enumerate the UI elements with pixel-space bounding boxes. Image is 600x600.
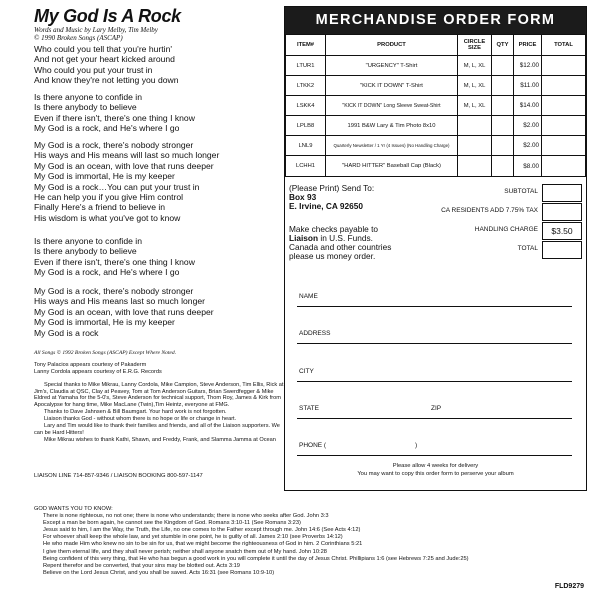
item-number: LTUR1	[286, 56, 326, 76]
name-field[interactable]	[297, 306, 572, 307]
payment-line: please us money order.	[289, 251, 376, 261]
payment-currency: in U.S. Funds.	[318, 233, 373, 243]
lyric-line: Even if there isn't, there's one thing I know	[34, 256, 195, 267]
state-label: STATE	[299, 405, 319, 412]
lyric-line: My God is a rock	[34, 327, 99, 338]
lyrics-verse-2	[34, 140, 219, 223]
send-to-block	[289, 184, 374, 211]
price-cell: $8.00	[514, 156, 542, 176]
size-options	[458, 156, 492, 176]
scripture-item: He who made Him who knew no sin to be sin for us, that we might become the righteousness of God in him. 2 Corinthians 5:21	[43, 541, 363, 548]
thanks-section	[34, 382, 286, 444]
price-cell: $14.00	[514, 96, 542, 116]
subtotal-field[interactable]	[542, 184, 582, 202]
scripture-item: Repent therefor and be converted, that your sins may be blotted out. Acts 3:19	[43, 562, 240, 569]
delivery-notes	[285, 463, 586, 478]
phone-field[interactable]	[297, 455, 572, 456]
phone-area-close: )	[415, 442, 418, 449]
table-row	[286, 56, 586, 76]
size-options	[458, 116, 492, 136]
lyric-line: My God is a rock, and He's where I go	[34, 123, 180, 134]
lyric-line: Even if there isn't, there's one thing I know	[34, 112, 195, 123]
product-name: 1991 B&W Lary & Tim Photo 8x10	[326, 116, 458, 136]
lyric-line: His ways and His means will last so much longer	[34, 150, 220, 161]
price-cell: $11.00	[514, 76, 542, 96]
payee-name: Liaison	[289, 233, 319, 243]
product-name: Quarterly Newsletter / 1 Yr (4 Issues) (No Handling Charge)	[326, 136, 458, 156]
lyrics-verse-1	[34, 44, 178, 86]
payment-instructions	[289, 225, 391, 261]
send-to-line: Box 93	[289, 192, 317, 202]
size-options[interactable]: M, L, XL	[458, 96, 492, 116]
lyric-line: My God is an ocean, with love that runs deeper	[34, 306, 214, 317]
copy-note: You may want to copy this order form to perserve your album	[357, 470, 514, 477]
subtotal-label: SUBTOTAL	[504, 188, 538, 195]
lyric-line: My God is a rock…You can put your trust in	[34, 181, 200, 192]
table-row	[286, 116, 586, 136]
col-header-product: PRODUCT	[326, 35, 458, 56]
songwriter-credit: Words and Music by Lary Melby, Tim Melby	[34, 26, 158, 34]
lyric-line: My God is immortal, He is my keeper	[34, 171, 175, 182]
total-cell[interactable]	[542, 56, 586, 76]
lyric-line: My God is an ocean, with love that runs deeper	[34, 160, 214, 171]
lyric-line: Is there anyone to confide in	[34, 236, 142, 246]
lyric-line: My God is immortal, He is my keeper	[34, 317, 175, 328]
contact-lines: LIAISON LINE 714-857-9346 / LIAISON BOOKING 800-597-1147	[34, 473, 203, 479]
size-options[interactable]: M, L, XL	[458, 56, 492, 76]
catalog-number: FLD9279	[554, 583, 584, 590]
state-zip-field[interactable]	[297, 418, 572, 419]
lyrics-verse-3	[34, 286, 214, 338]
lyric-line: And not get your heart kicked around	[34, 54, 175, 65]
product-name: "HARD HITTER" Baseball Cap (Black)	[326, 156, 458, 176]
qty-cell[interactable]	[492, 156, 514, 176]
lyric-line: My God is a rock, and He's where I go	[34, 267, 180, 278]
god-wants-heading: GOD WANTS YOU TO KNOW:	[34, 506, 113, 512]
total-label: TOTAL	[517, 245, 538, 252]
order-table-header	[286, 35, 586, 56]
table-row	[286, 156, 586, 176]
address-field[interactable]	[297, 343, 572, 344]
address-label: ADDRESS	[299, 330, 331, 337]
appearance-note: Lanny Cordola appears courtesy of E.R.G. Records	[34, 368, 162, 375]
lyric-line: My God is a rock, there's nobody stronger	[34, 140, 194, 150]
appearances	[34, 362, 284, 375]
lyrics-chorus-2	[34, 236, 195, 278]
col-header-circle-size: CIRCLE SIZE	[458, 35, 492, 56]
product-name: "KICK IT DOWN" T-Shirt	[326, 76, 458, 96]
form-title: MERCHANDISE ORDER FORM	[285, 7, 586, 34]
song-copyright: © 1990 Broken Songs (ASCAP)	[34, 34, 123, 42]
item-number: LNL9	[286, 136, 326, 156]
col-header-price: PRICE	[514, 35, 542, 56]
item-number: LCHH1	[286, 156, 326, 176]
payment-line: Canada and other countries	[289, 242, 392, 252]
order-table	[285, 34, 586, 177]
qty-cell[interactable]	[492, 56, 514, 76]
send-to-label: (Please Print) Send To:	[289, 183, 375, 193]
lyrics-chorus-1	[34, 92, 195, 134]
god-wants-section	[34, 506, 579, 577]
thanks-paragraph: Mike Mikrau wishes to thank Kathi, Shawn, and Freddy, Frank, and Slamma Jamma at Ocean	[44, 436, 276, 443]
total-cell[interactable]	[542, 96, 586, 116]
table-row	[286, 96, 586, 116]
handling-label: HANDLING CHARGE	[474, 226, 538, 233]
total-cell[interactable]	[542, 116, 586, 136]
col-header-item: ITEM#	[286, 35, 326, 56]
scripture-item: For whoever shall keep the whole law, and yet stumble in one point, he is guilty of all. James 2:10 (see Proverbs 14:12)	[43, 534, 343, 541]
col-header-total: TOTAL	[542, 35, 586, 56]
lyric-line: His ways and His means last so much longer	[34, 296, 205, 307]
appearance-note: Tony Palacios appears courtesy of Pakaderm	[34, 362, 147, 368]
qty-cell[interactable]	[492, 76, 514, 96]
thanks-paragraph: Liaison thanks God - without whom there is no hope or life or change in heart.	[44, 415, 237, 422]
thanks-paragraph: Lary and Tim would like to thank their families and friends, and all of the Liaison supporters. We can be Hard Hitters!	[34, 423, 280, 436]
qty-cell[interactable]	[492, 96, 514, 116]
size-options[interactable]: M, L, XL	[458, 76, 492, 96]
item-number: LTKK2	[286, 76, 326, 96]
scripture-item: Except a man be born again, he cannot see the Kingdom of God. Romans 3:10-11 (See Romans 3:23)	[43, 520, 301, 527]
zip-label: ZIP	[431, 405, 442, 412]
handling-field: $3.50	[542, 222, 582, 240]
lyric-line: And know they're not letting you down	[34, 75, 179, 86]
city-field[interactable]	[297, 381, 572, 382]
product-name: "URGENCY" T-Shirt	[326, 56, 458, 76]
lyric-line: Is there anyone to confide in	[34, 92, 142, 102]
phone-label: PHONE (	[299, 442, 327, 449]
all-songs-copyright: All Songs © 1992 Broken Songs (ASCAP) Except Where Noted.	[34, 350, 177, 356]
scripture-item: Jesus said to him, I am the Way, the Truth, the Life, no one comes to the Father except through me. John 14:6 (See Acts 4:12)	[43, 527, 361, 534]
item-number: LPLB8	[286, 116, 326, 136]
lyric-line: Finally Here's a friend to believe in	[34, 202, 166, 213]
total-cell[interactable]	[542, 156, 586, 176]
table-row	[286, 76, 586, 96]
size-options	[458, 136, 492, 156]
lyric-line: My God is a rock, there's nobody stronger	[34, 286, 194, 296]
item-number: LSKK4	[286, 96, 326, 116]
lyric-line: He can help you if you give Him control	[34, 191, 184, 202]
total-cell[interactable]	[542, 136, 586, 156]
scripture-item: I give them eternal life, and they shall never perish; neither shall anyone snatch them out of My hand. John 10:28	[43, 548, 327, 555]
lyric-line: Is there anybody to believe	[34, 246, 137, 257]
city-label: CITY	[299, 368, 314, 375]
tax-field[interactable]	[542, 203, 582, 221]
payment-line: Make checks payable to	[289, 224, 379, 234]
thanks-paragraph: Special thanks to Mike Mikrau, Lanny Cordola, Mike Campion, Steve Anderson, Tim Ellis, Rick at Jim's, Claudia at QSC, Clay at Peavey, Tom at Tom Anderson Guitars, Brian Swerdfegger & Mike Eldred at Yamaha for the 5-0's, Steve Anderson for technical support, Thom Roy, James & Kirk from Apocalypse for hang time, Mike MacLane (Twin),Tim Heintz, everyone at FMG.	[34, 382, 284, 408]
song-credits	[34, 26, 158, 42]
lyric-line: Who could you tell that you're hurtin'	[34, 44, 172, 54]
lyric-line: Who could you put your trust in	[34, 64, 153, 75]
song-title: My God Is A Rock	[34, 6, 181, 26]
qty-cell[interactable]	[492, 116, 514, 136]
scripture-item: There is none righteous, no not one; there is none who understands; there is none who seeks after God. John 3:3	[43, 513, 329, 520]
price-cell: $2.00	[514, 116, 542, 136]
product-name: "KICK IT DOWN" Long Sleeve Sweat-Shirt	[326, 96, 458, 116]
price-cell: $12.00	[514, 56, 542, 76]
price-cell: $2.00	[514, 136, 542, 156]
lyric-line: His wisdom is what you've got to know	[34, 212, 181, 223]
send-to-line: E. Irvine, CA 92650	[289, 201, 363, 211]
total-cell[interactable]	[542, 76, 586, 96]
scripture-item: Believe on the Lord Jesus Christ, and you shall be saved. Acts 16:31 (see Romans 10:9-10)	[43, 569, 275, 576]
delivery-note: Please allow 4 weeks for delivery	[392, 463, 479, 469]
thanks-paragraph: Thanks to Dave Jahnsen & Bill Baumgart. Your hard work is not forgotten.	[44, 408, 227, 415]
lyric-line: Is there anybody to believe	[34, 102, 137, 113]
qty-cell[interactable]	[492, 136, 514, 156]
merchandise-order-form	[284, 6, 587, 491]
scripture-item: Being confident of this very thing, that He who has begun a good work in you will complete it until the day of Jesus Christ. Phillipians 1:6 (see Hebrews 7:25 and Jude:25)	[43, 555, 469, 562]
name-label: NAME	[299, 293, 318, 300]
tax-label: CA RESIDENTS ADD 7.75% TAX	[441, 207, 538, 214]
total-field[interactable]	[542, 241, 582, 259]
col-header-qty: QTY	[492, 35, 514, 56]
table-row	[286, 136, 586, 156]
